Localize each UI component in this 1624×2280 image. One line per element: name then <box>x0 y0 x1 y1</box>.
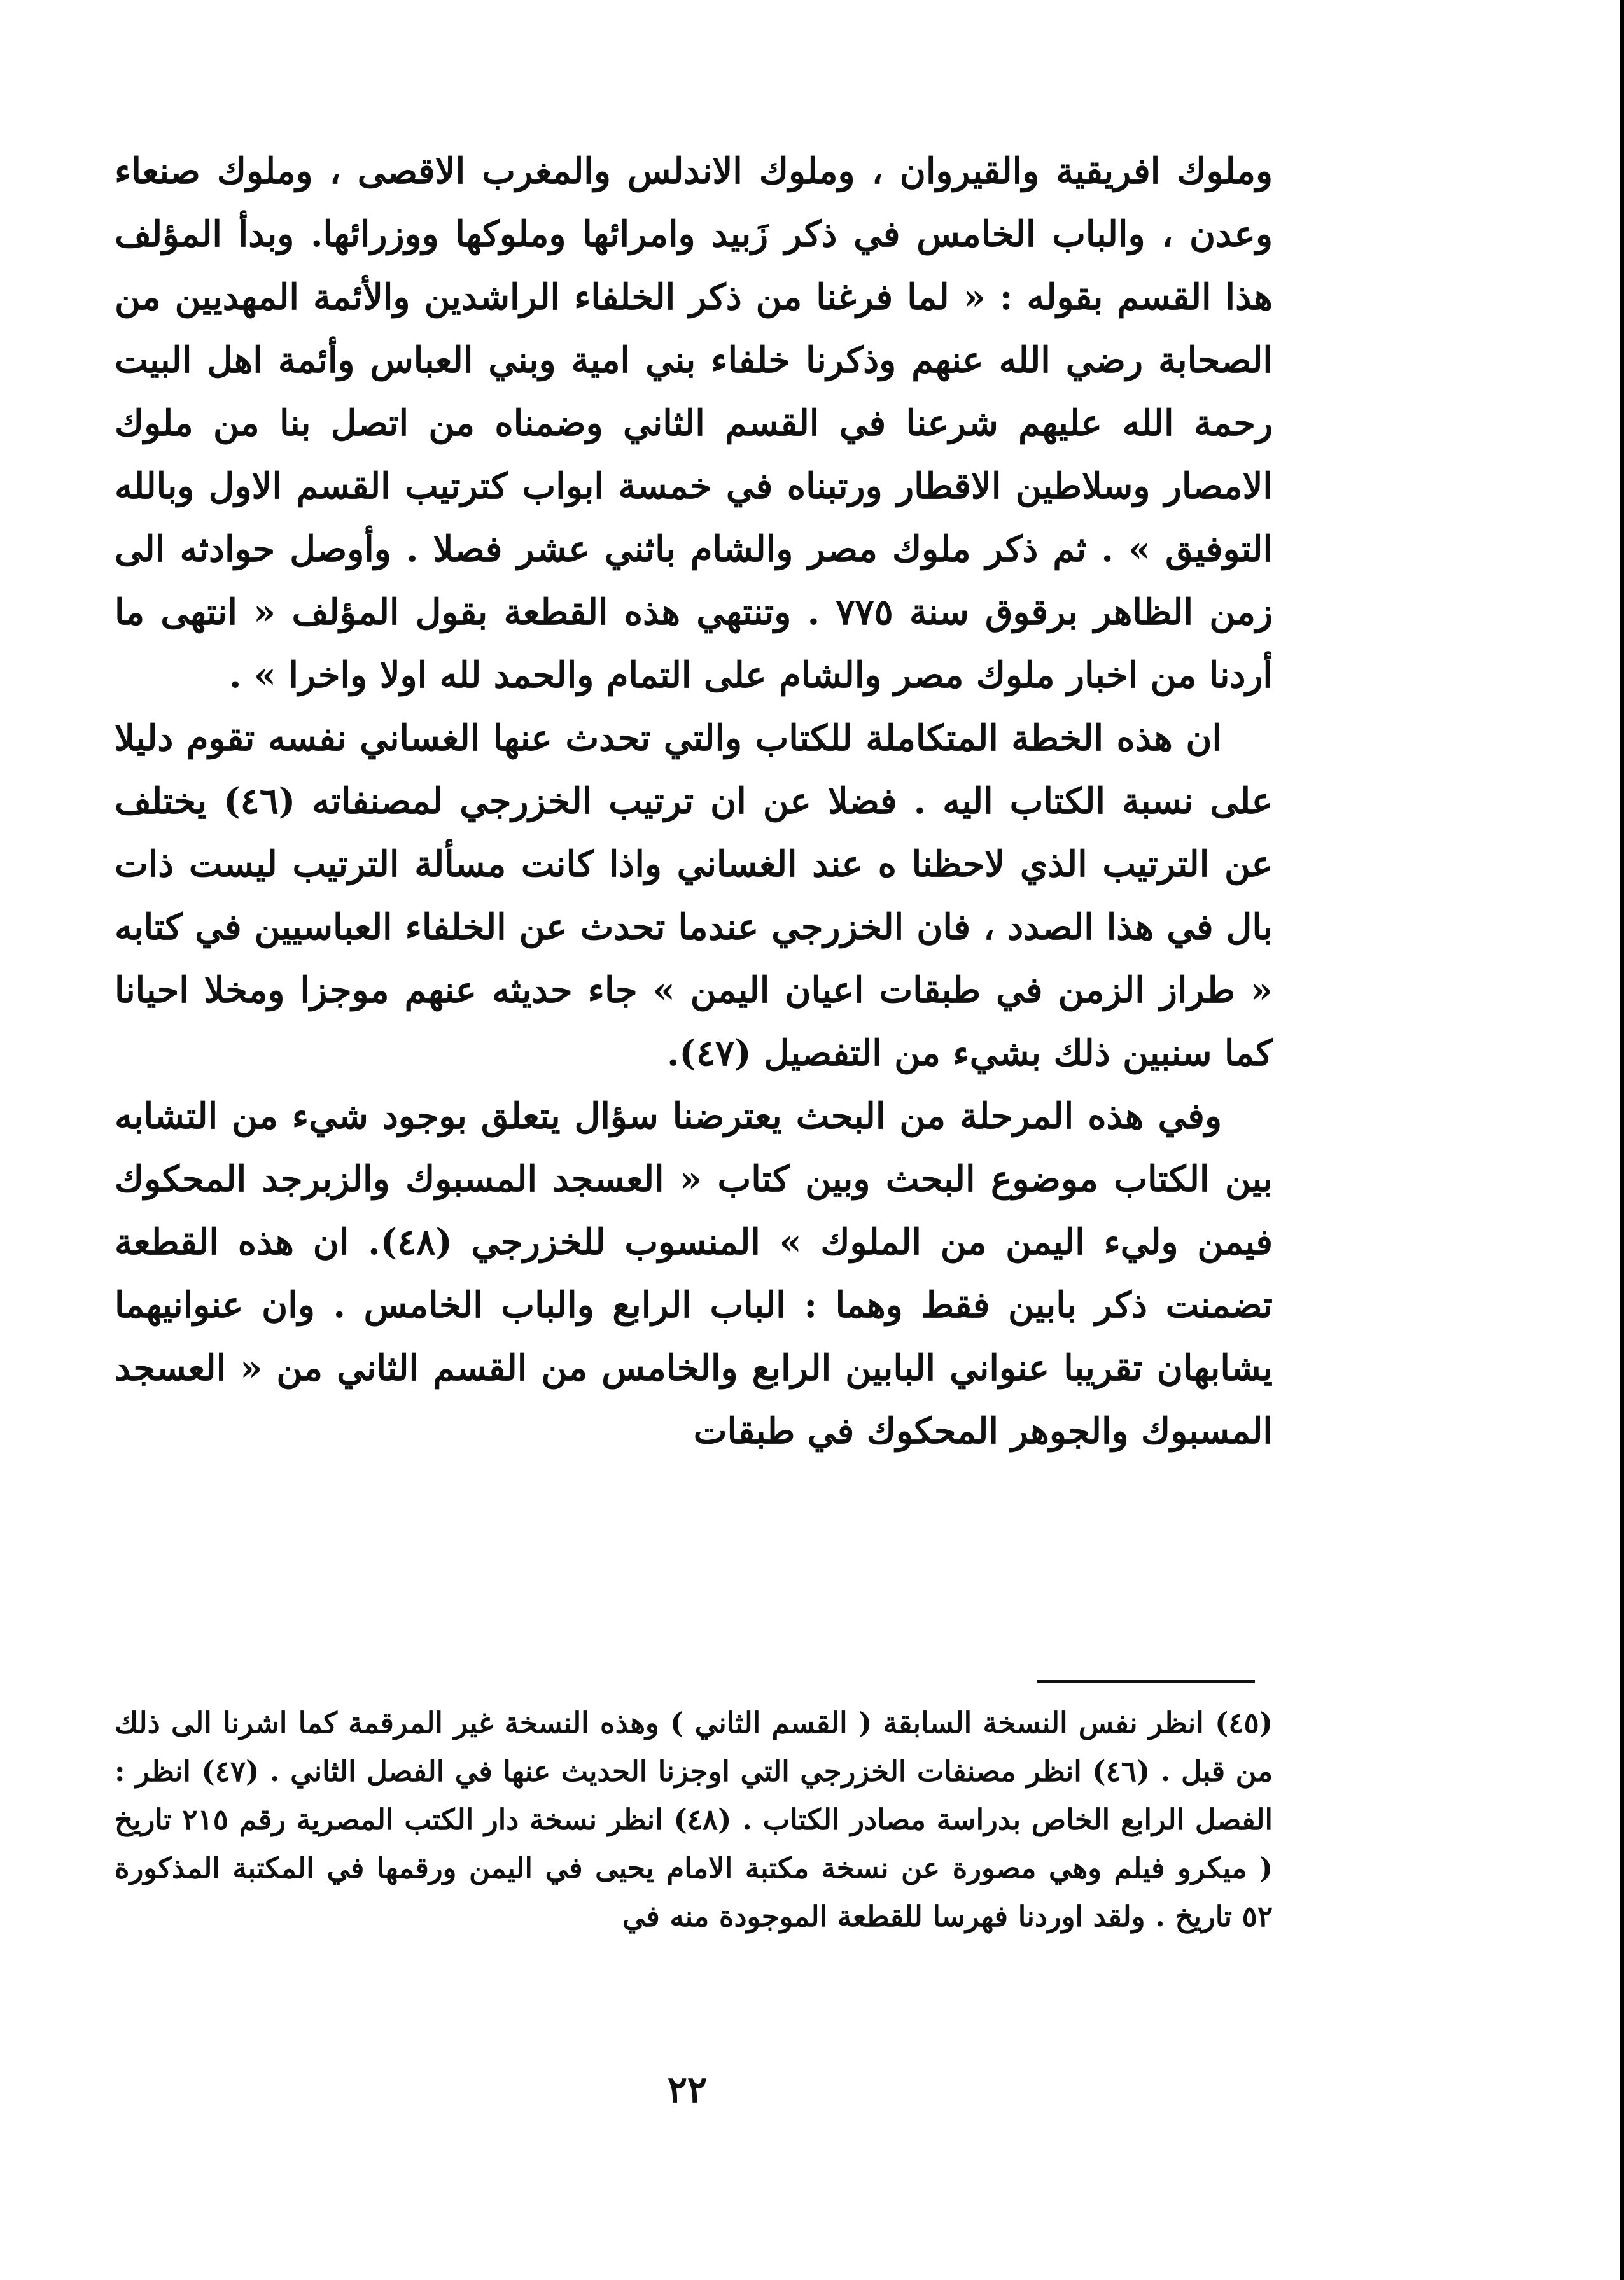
paragraph: وملوك افريقية والقيروان ، وملوك الاندلس والمغرب الاقصى ، وملوك صنعاء وعدن ، والباب الخامس في ذكر زَبيد وامرائها وملوكها ووزرائها. وبدأ المؤلف هذا القسم بقوله : « لما فرغنا من ذكر الخلفاء الراشدين والأئمة المهديين من الصحابة رضي الله عنهم وذكرنا خلفاء بني امية وبني العباس وأئمة اهل البيت رحمة الله عليهم شرعنا في القسم الثاني وضمناه من اتصل بنا من ملوك الامصار وسلاطين الاقطار ورتبناه في خمسة ابواب كترتيب القسم الاول وبالله التوفيق » . ثم ذكر ملوك مصر والشام باثني عشر فصلا . وأوصل حوادثه الى زمن الظاهر برقوق سنة ٧٧٥ . وتنتهي هذه القطعة بقول المؤلف « انتهى ما أردنا من اخبار ملوك مصر والشام على التمام والحمد لله اولا واخرا » . <box>115 150 1273 696</box>
page-content <box>115 140 1273 1463</box>
footnotes: (٤٥) انظر نفس النسخة السابقة ( القسم الثاني ) وهذه النسخة غير المرقمة كما اشرنا الى ذلك من قبل . (٤٦) انظر مصنفات الخزرجي التي اوجزنا الحديث عنها في الفصل الثاني . (٤٧) انظر : الفصل الرابع الخاص بدراسة مصادر الكتاب . (٤٨) انظر نسخة دار الكتب المصرية رقم ٢١٥ تاريخ ( ميكرو فيلم وهي مصورة عن نسخة مكتبة الامام يحيى في اليمن ورقمها في المكتبة المذكورة ٥٢ تاريخ . ولقد اوردنا فهرسا للقطعة الموجودة منه في <box>115 1706 1273 1933</box>
footnote-separator <box>1037 1680 1255 1683</box>
scan-edge-border <box>1620 0 1624 2280</box>
paragraph: وفي هذه المرحلة من البحث يعترضنا سؤال يتعلق بوجود شيء من التشابه بين الكتاب موضوع البحث وبين كتاب « العسجد المسبوك والزبرجد المحكوك فيمن وليء اليمن من الملوك » المنسوب للخزرجي (٤٨). ان هذه القطعة تضمنت ذكر بابين فقط وهما : الباب الرابع والباب الخامس . وان عنوانيهما يشابهان تقريبا عنواني البابين الرابع والخامس من القسم الثاني من « العسجد المسبوك والجوهر المحكوك في طبقات <box>115 1095 1273 1452</box>
paragraph: ان هذه الخطة المتكاملة للكتاب والتي تحدث عنها الغساني نفسه تقوم دليلا على نسبة الكتاب اليه . فضلا عن ان ترتيب الخزرجي لمصنفاته (٤٦) يختلف عن الترتيب الذي لاحظنا ه عند الغساني واذا كانت مسألة الترتيب ليست ذات بال في هذا الصدد ، فان الخزرجي عندما تحدث عن الخلفاء العباسيين في كتابه « طراز الزمن في طبقات اعيان اليمن » جاء حديثه عنهم موجزا ومخلا احيانا كما سنبين ذلك بشيء من التفصيل (٤٧). <box>115 717 1273 1074</box>
body-text <box>115 140 1273 1463</box>
page-number: ٢٢ <box>667 2068 708 2111</box>
